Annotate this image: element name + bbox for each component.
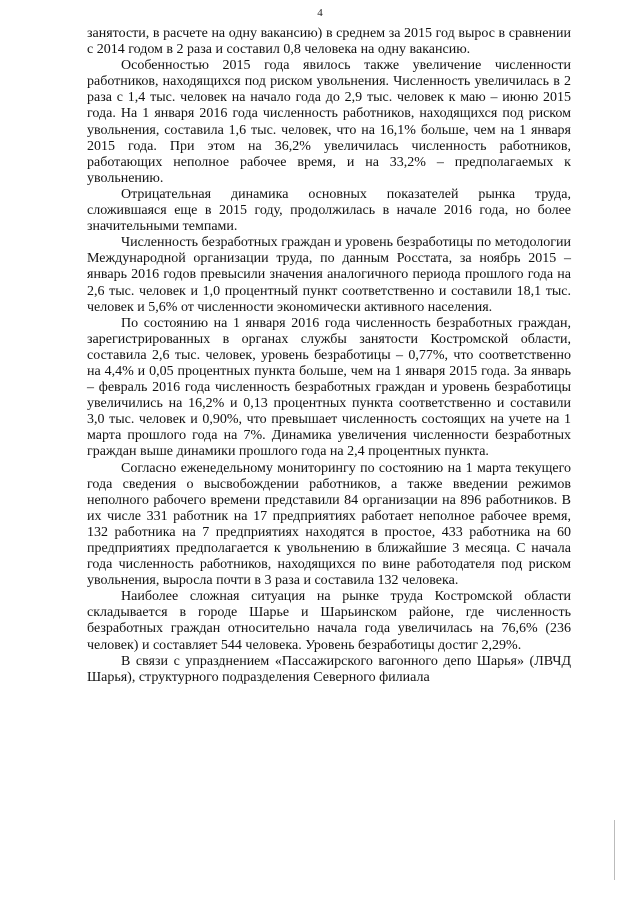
paragraph-depot-abolition: В связи с упразднением «Пассажирского вагонного депо Шарья» (ЛВЧД Шарья), структурного подразделения Северного филиала [87,653,571,685]
margin-mark [614,820,615,880]
document-body [87,26,571,686]
paragraph-ilo-unemployment: Численность безработных граждан и уровень безработицы по методологии Международной организации труда, по данным Росстата, за ноябрь 2015 – январь 2016 годов превысили значения аналогичного периода прошлого года на 2,6 тыс. человек и 1,0 процентный пункт соответственно и составили 18,1 тыс. человек и 5,6% от численности экономически активного населения. [87,235,571,315]
page-number: 4 [317,7,323,19]
paragraph-negative-dynamics: Отрицательная динамика основных показателей рынка труда, сложившаяся еще в 2015 году, продолжилась в начале 2016 года, но более значительными темпами. [87,186,571,235]
paragraph-risk-of-dismissal: Особенностью 2015 года явилось также увеличение численности работников, находящихся под риском увольнения. Численность увеличилась в 2 раза с 1,4 тыс. человек на начало года до 2,9 тыс. человек к маю – июню 2015 года. На 1 января 2016 года численность работников, находящихся под риском увольнения, составила 1,6 тыс. человек, что на 16,1% больше, чем на 1 января 2015 года. При этом на 36,2% увеличилась численность работников, работающих неполное рабочее время, и на 33,2% – предполагаемых к увольнению. [87,58,571,186]
paragraph-weekly-monitoring: Согласно еженедельному мониторингу по состоянию на 1 марта текущего года сведения о высвобождении работников, а также введении режимов неполного рабочего времени представили 84 организации на 896 работников. В их числе 331 работник на 17 предприятиях работает неполное рабочее время, 132 работника на 7 предприятиях находятся в простое, 433 работника на 60 предприятиях предполагается к увольнению в ближайшие 3 месяца. С начала года численность работников, находящихся по вине работодателя под риском увольнения, выросла почти в 3 раза и составила 132 человека. [87,460,571,589]
paragraph-sharya-situation: Наиболее сложная ситуация на рынке труда Костромской области складывается в городе Шарье и Шарьинском районе, где численность безработных граждан относительно начала года увеличилась на 76,6% (236 человек) и составляет 544 человека. Уровень безработицы достиг 2,29%. [87,589,571,653]
paragraph-continuation: занятости, в расчете на одну вакансию) в среднем за 2015 год вырос в сравнении с 2014 годом в 2 раза и составил 0,8 человека на одну вакансию. [87,26,571,58]
paragraph-registered-unemployed: По состоянию на 1 января 2016 года численность безработных граждан, зарегистрированных в органах службы занятости Костромской области, составила 2,6 тыс. человек, уровень безработицы – 0,77%, что соответственно на 4,4% и 0,05 процентных пункта больше, чем на 1 января 2015 года. За январь – февраль 2016 года численность безработных граждан и уровень безработицы увеличились на 16,2% и 0,13 процентных пункта соответственно и составили 3,0 тыс. человек и 0,90%, что превышает численность состоящих на учете на 1 марта прошлого года на 7%. Динамика увеличения численности безработных граждан выше динамики прошлого года на 2,4 процентных пункта. [87,315,571,460]
